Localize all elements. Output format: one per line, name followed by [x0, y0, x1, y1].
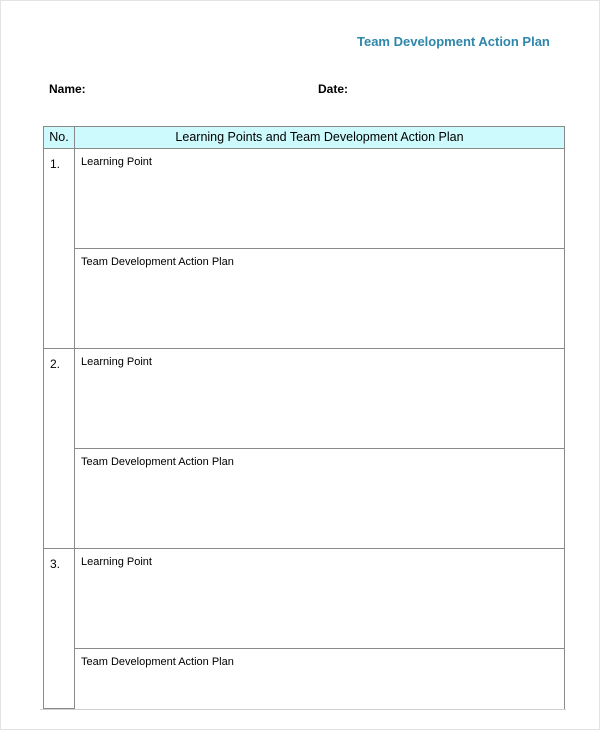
- action-plan-cell: Team Development Action Plan: [75, 649, 565, 709]
- page-cut-line: [40, 709, 566, 710]
- table-row: [44, 449, 565, 549]
- learning-point-cell: Learning Point: [75, 549, 565, 649]
- table-row: [44, 249, 565, 349]
- table-row: [44, 149, 565, 249]
- learning-point-cell: Learning Point: [75, 349, 565, 449]
- table-row: [44, 349, 565, 449]
- date-label: Date:: [318, 82, 349, 96]
- action-plan-table: [43, 126, 565, 709]
- row-number: 1.: [44, 149, 75, 349]
- table-header-row: [44, 127, 565, 149]
- table-row: [44, 649, 565, 709]
- name-label: Name:: [49, 82, 86, 96]
- learning-point-cell: Learning Point: [75, 149, 565, 249]
- header-number: No.: [44, 127, 75, 149]
- document-title: Team Development Action Plan: [357, 34, 550, 49]
- table-row: [44, 549, 565, 649]
- action-plan-cell: Team Development Action Plan: [75, 449, 565, 549]
- action-plan-cell: Team Development Action Plan: [75, 249, 565, 349]
- row-number: 3.: [44, 549, 75, 709]
- row-number: 2.: [44, 349, 75, 549]
- header-learning-points-plan: Learning Points and Team Development Action Plan: [75, 127, 565, 149]
